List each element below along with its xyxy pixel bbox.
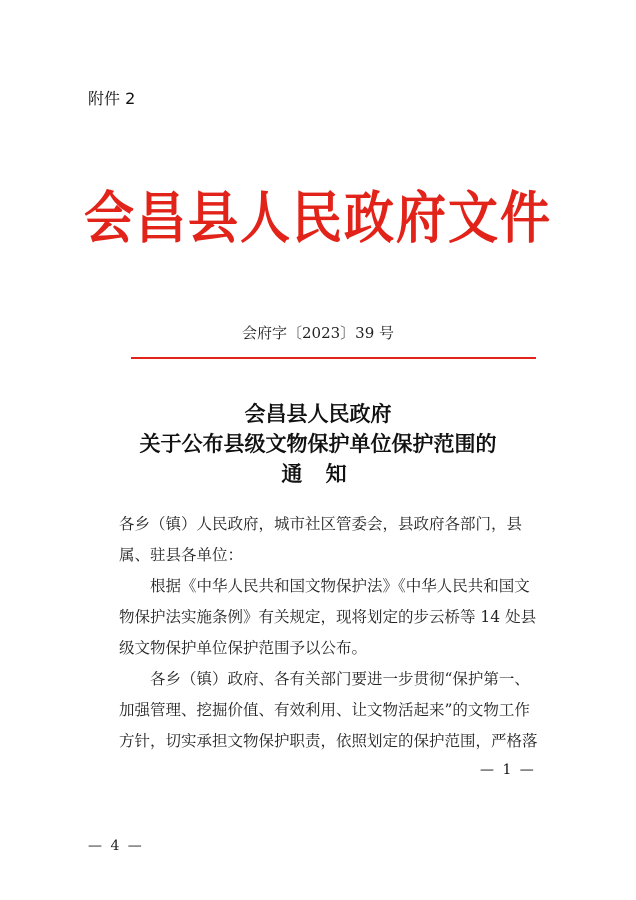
body-paragraph-basis: 根据《中华人民共和国文物保护法》《中华人民共和国文物保护法实施条例》有关规定，现将划定的步云桥等 14 处县级文物保护单位保护范围予以公布。 [119,577,537,657]
document-number: 会府字〔2023〕39 号 [241,324,395,342]
outer-page-number: — 4 — [88,838,144,854]
document-header-title: 会昌县人民政府文件 [84,184,552,251]
notice-title-line2: 关于公布县级文物保护单位保护范围的 [139,432,497,456]
header-divider [131,357,536,359]
attachment-label: 附件 2 [88,89,136,108]
body-paragraph-addressees: 各乡（镇）人民政府，城市社区管委会，县政府各部门，县属、驻县各单位： [119,515,523,564]
body-paragraph-requirements: 各乡（镇）政府、各有关部门要进一步贯彻“保护第一、加强管理、挖掘价值、有效利用、让文物活起来”的文物工作方针，切实承担文物保护职责，依照划定的保护范围，严格落 [119,670,538,750]
inner-page-number: — 1 — [480,762,536,778]
notice-title-line1: 会昌县人民政府 [244,402,392,426]
notice-title-line3: 通 知 [281,462,355,486]
